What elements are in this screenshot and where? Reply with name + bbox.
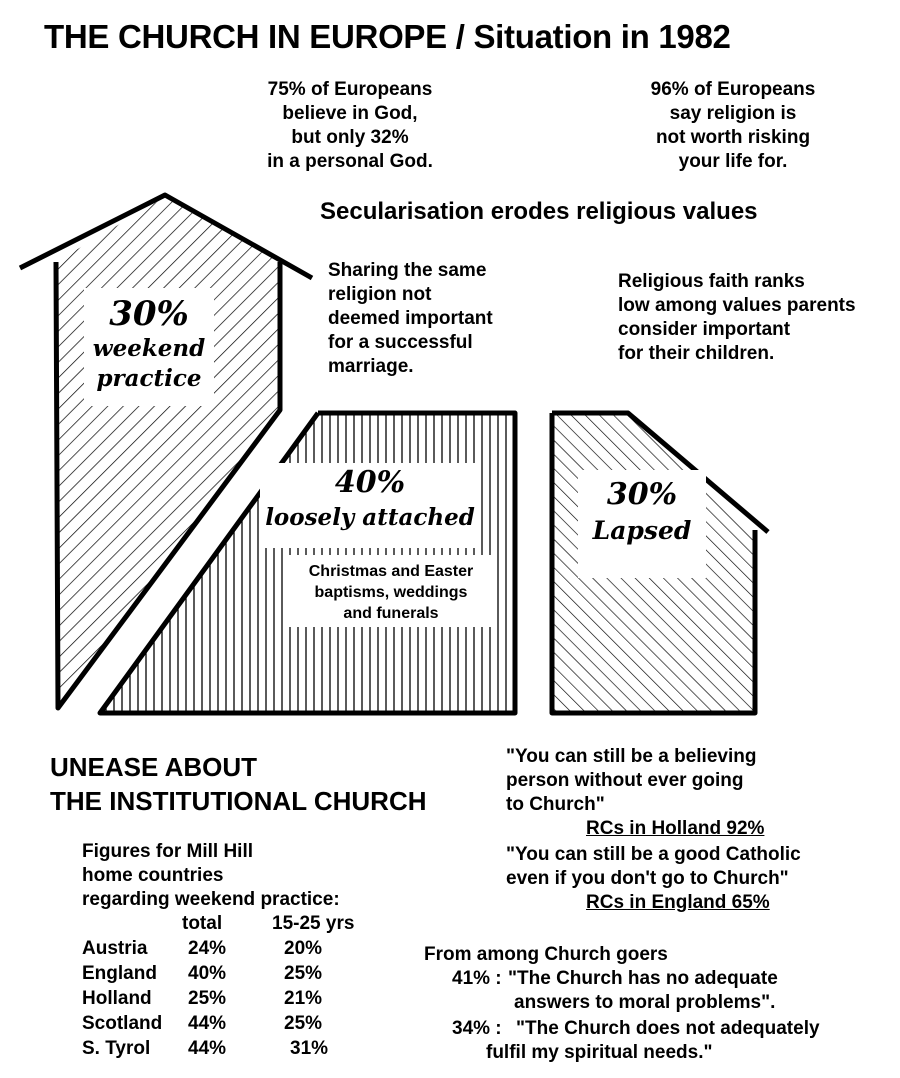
- table-row: [82, 961, 354, 986]
- table-cell-total: 25%: [188, 988, 227, 1009]
- table-cell-country: England: [82, 963, 157, 984]
- table-cell-country: Holland: [82, 988, 152, 1009]
- marriage-note-line: for a successful: [328, 332, 473, 353]
- table-cell-youth: 31%: [290, 1038, 329, 1059]
- risk-note-line: not worth risking: [655, 127, 811, 148]
- unease-heading-line: UNEASE ABOUT: [50, 752, 258, 782]
- weekend-practice-table: [82, 911, 354, 1061]
- table-cell-youth: 20%: [284, 938, 323, 959]
- loosely-label: loosely attached: [265, 504, 475, 531]
- table-row: [82, 986, 354, 1011]
- table-cell-total: 44%: [188, 1038, 227, 1059]
- loosely-attached-label: [260, 464, 480, 534]
- belief-note-line: believe in God,: [282, 103, 418, 124]
- loosely-detail-line: and funerals: [343, 605, 439, 622]
- risk-note: [608, 78, 858, 174]
- church-goers-item: [452, 1017, 820, 1065]
- risk-note-line: say religion is: [669, 103, 797, 124]
- church-goers-line: "The Church does not adequately: [516, 1018, 820, 1039]
- stats-intro: [82, 840, 340, 912]
- parents-note-line: for their children.: [618, 343, 775, 364]
- table-cell-country: Austria: [82, 938, 148, 959]
- church-goers-pct: 41% :: [452, 968, 502, 989]
- church-goers-line: answers to moral problems".: [514, 992, 776, 1013]
- stats-intro-line: Figures for Mill Hill: [82, 841, 254, 862]
- weekend-practice-label: [84, 294, 214, 394]
- risk-note-line: your life for.: [678, 151, 788, 172]
- table-cell-country: Scotland: [82, 1013, 163, 1034]
- table-header-youth: 15-25 yrs: [272, 913, 355, 934]
- lapsed-segment: [552, 413, 768, 713]
- belief-note-line: but only 32%: [291, 127, 409, 148]
- parents-note-line: Religious faith ranks: [618, 271, 805, 292]
- secularisation-heading: Secularisation erodes religious values: [320, 198, 758, 225]
- belief-note-line: in a personal God.: [267, 151, 433, 172]
- weekend-label-line: weekend: [92, 335, 206, 362]
- stats-intro-line: home countries: [82, 865, 224, 886]
- table-header-country: [82, 911, 182, 936]
- table-row: [82, 936, 354, 961]
- church-goers-heading: From among Church goers: [424, 944, 668, 965]
- church-goers-line: fulfil my spiritual needs.": [486, 1042, 713, 1063]
- quote-line: to Church": [506, 794, 605, 815]
- quote-source: RCs in Holland 92%: [586, 818, 765, 839]
- unease-heading: [50, 750, 427, 818]
- marriage-note-line: Sharing the same: [328, 260, 487, 281]
- table-cell-total: 44%: [188, 1013, 227, 1034]
- church-goers-pct: 34% :: [452, 1018, 502, 1039]
- loosely-detail-line: baptisms, weddings: [314, 584, 468, 601]
- quote-line: "You can still be a believing: [506, 746, 757, 767]
- table-cell-youth: 25%: [284, 963, 323, 984]
- stats-intro-line: regarding weekend practice:: [82, 889, 340, 910]
- church-goers-line: "The Church has no adequate: [508, 968, 778, 989]
- quote-line: person without ever going: [506, 770, 744, 791]
- quote-line: even if you don't go to Church": [506, 868, 789, 889]
- table-header-row: [82, 911, 354, 936]
- parents-note-line: consider important: [618, 319, 791, 340]
- table-header-total: total: [182, 913, 223, 934]
- loosely-detail: [282, 561, 500, 624]
- quote-england: [506, 843, 801, 915]
- risk-note-line: 96% of Europeans: [650, 79, 816, 100]
- table-cell-youth: 25%: [284, 1013, 323, 1034]
- parents-note: [618, 270, 856, 366]
- table-cell-total: 24%: [188, 938, 227, 959]
- loosely-percent: 40%: [334, 465, 406, 500]
- lapsed-label: [578, 476, 706, 548]
- table-row: [82, 1036, 354, 1061]
- marriage-note-line: marriage.: [328, 356, 414, 377]
- weekend-percent: 30%: [109, 294, 189, 334]
- table-cell-total: 40%: [188, 963, 227, 984]
- lapsed-text: Lapsed: [592, 516, 692, 545]
- church-goers-item: [452, 967, 778, 1015]
- quote-holland: [506, 745, 764, 841]
- belief-note-line: 75% of Europeans: [267, 79, 433, 100]
- table-cell-country: S. Tyrol: [82, 1038, 151, 1059]
- page-title: THE CHURCH IN EUROPE / Situation in 1982: [44, 18, 731, 55]
- belief-note: [240, 78, 460, 174]
- table-cell-youth: 21%: [284, 988, 323, 1009]
- weekend-label-line: practice: [96, 365, 202, 392]
- unease-heading-line: THE INSTITUTIONAL CHURCH: [50, 786, 427, 816]
- quote-source: RCs in England 65%: [586, 892, 770, 913]
- parents-note-line: low among values parents: [618, 295, 856, 316]
- loosely-detail-line: Christmas and Easter: [308, 563, 474, 580]
- quote-line: "You can still be a good Catholic: [506, 844, 801, 865]
- marriage-note-line: deemed important: [328, 308, 493, 329]
- marriage-note-line: religion not: [328, 284, 432, 305]
- marriage-note: [328, 259, 493, 379]
- lapsed-percent: 30%: [606, 477, 678, 512]
- table-row: [82, 1011, 354, 1036]
